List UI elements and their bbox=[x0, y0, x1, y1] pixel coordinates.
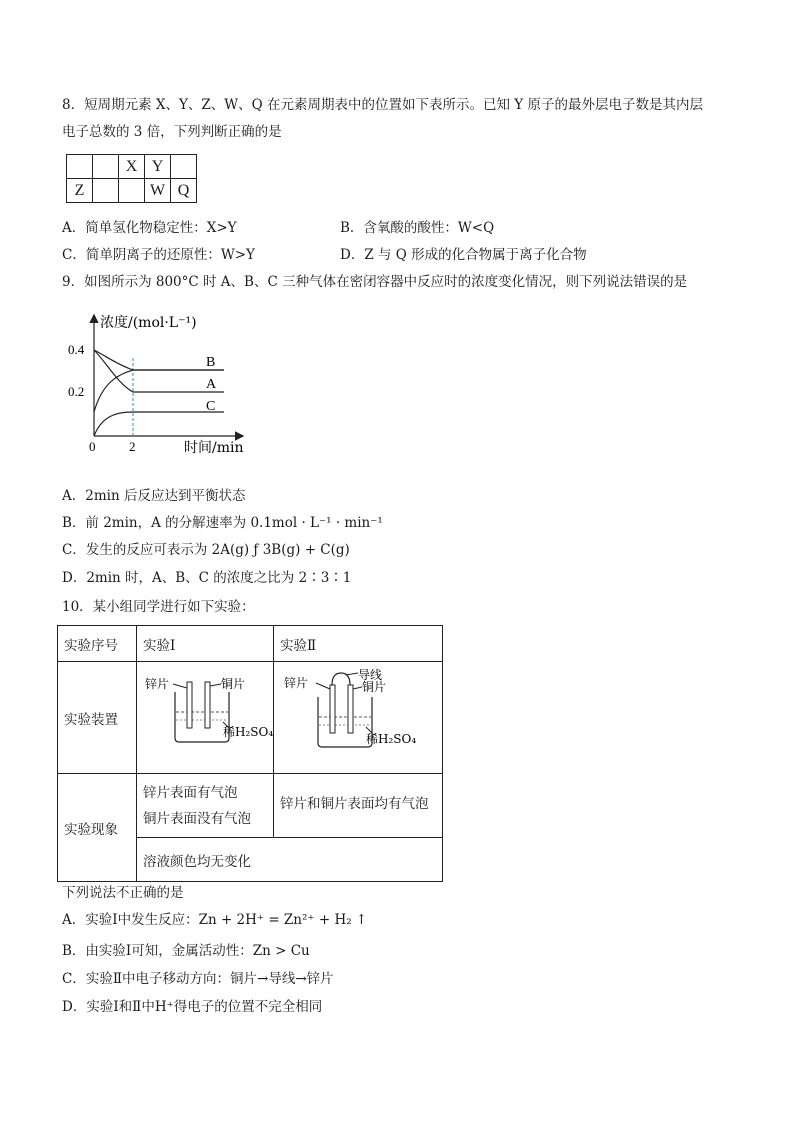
zinc-strip bbox=[187, 682, 192, 728]
header-exp2: 实验Ⅱ bbox=[274, 626, 443, 662]
pt-cell bbox=[93, 179, 119, 203]
label-wire: 导线 bbox=[358, 667, 383, 682]
beaker bbox=[318, 697, 372, 747]
phen-exp1-line1: 锌片表面有气泡 bbox=[143, 784, 238, 801]
experiment-table bbox=[57, 625, 443, 882]
phen-common-cell: 溶液颜色均无变化 bbox=[137, 838, 443, 882]
y-axis-label: 浓度/(mol·L⁻¹) bbox=[100, 315, 197, 331]
series-label-a: A bbox=[206, 377, 217, 392]
concentration-time-graph bbox=[60, 308, 260, 458]
cu-pointer bbox=[210, 684, 221, 686]
header-exp1: 实验Ⅰ bbox=[137, 626, 274, 662]
zn-pointer bbox=[173, 684, 187, 688]
phen-exp1-line2: 铜片表面没有气泡 bbox=[143, 810, 251, 827]
series-label-c: C bbox=[206, 399, 216, 414]
q9-option-d: D．2min 时，A、B、C 的浓度之比为 2∶3∶1 bbox=[62, 570, 352, 586]
label-cu: 铜片 bbox=[221, 676, 246, 691]
pt-cell bbox=[119, 179, 145, 203]
q10-option-b: B．由实验Ⅰ可知，金属活动性：Zn > Cu bbox=[62, 943, 310, 959]
label-zn: 锌片 bbox=[284, 675, 309, 690]
y-tick-0-4: 0.4 bbox=[68, 342, 85, 357]
phen-exp2-cell: 锌片和铜片表面均有气泡 bbox=[274, 774, 443, 838]
label-zn: 锌片 bbox=[145, 676, 170, 691]
device-exp2-cell bbox=[274, 662, 443, 774]
curve-b-rise bbox=[94, 370, 133, 412]
phen-exp1-cell bbox=[137, 774, 274, 838]
label-cu: 铜片 bbox=[362, 679, 387, 694]
device-exp1-cell bbox=[137, 662, 274, 774]
zn-pointer bbox=[316, 683, 330, 689]
series-label-b: B bbox=[206, 355, 216, 370]
q9-option-a: A．2min 后反应达到平衡状态 bbox=[62, 488, 246, 504]
header-seq: 实验序号 bbox=[58, 626, 137, 662]
wire-pointer bbox=[346, 673, 358, 675]
x-tick-2: 2 bbox=[129, 439, 136, 454]
y-tick-0-2: 0.2 bbox=[68, 384, 85, 399]
x-axis-label: 时间/min bbox=[184, 440, 244, 456]
q8-stem-line1: 8．短周期元素 X、Y、Z、W、Q 在元素周期表中的位置如下表所示。已知 Y 原子的最外层电子数是其内层 bbox=[62, 97, 704, 113]
periodic-table-fragment bbox=[66, 154, 197, 203]
label-acid: 稀H₂SO₄ bbox=[366, 731, 417, 746]
pt-cell-y: Y bbox=[145, 155, 171, 179]
curve-a-fall bbox=[94, 350, 224, 392]
pt-cell bbox=[171, 155, 197, 179]
q10-after-table: 下列说法不正确的是 bbox=[62, 885, 184, 901]
beaker bbox=[175, 692, 229, 742]
x-tick-0: 0 bbox=[89, 439, 96, 454]
curve-c bbox=[94, 412, 224, 436]
pt-cell bbox=[67, 155, 93, 179]
copper-strip bbox=[205, 682, 210, 728]
pt-cell-x: X bbox=[119, 155, 145, 179]
row-label-device: 实验装置 bbox=[58, 662, 137, 774]
q8-option-b: B．含氧酸的酸性：W<Q bbox=[340, 220, 495, 236]
q10-stem: 10．某小组同学进行如下实验： bbox=[62, 599, 255, 615]
pt-cell bbox=[93, 155, 119, 179]
zinc-strip bbox=[330, 685, 335, 733]
cu-pointer bbox=[353, 687, 362, 689]
q8-option-d: D．Z 与 Q 形成的化合物属于离子化合物 bbox=[340, 247, 587, 263]
q9-option-b: B．前 2min，A 的分解速率为 0.1mol · L⁻¹ · min⁻¹ bbox=[62, 515, 383, 531]
q8-stem-line2: 电子总数的 3 倍，下列判断正确的是 bbox=[62, 124, 282, 140]
beaker-diagram-exp2 bbox=[280, 667, 436, 761]
q9-option-c: C．发生的反应可表示为 2A(g) ƒ 3B(g) + C(g) bbox=[62, 542, 350, 558]
pt-cell-w: W bbox=[145, 179, 171, 203]
q10-option-d: D．实验Ⅰ和Ⅱ中H⁺得电子的位置不完全相同 bbox=[62, 999, 323, 1015]
label-acid: 稀H₂SO₄ bbox=[223, 724, 274, 739]
row-label-phenomenon: 实验现象 bbox=[58, 774, 137, 882]
pt-cell-q: Q bbox=[171, 179, 197, 203]
beaker-diagram-exp1 bbox=[143, 676, 274, 756]
q10-option-a: A．实验Ⅰ中发生反应：Zn + 2H⁺ = Zn²⁺ + H₂ ↑ bbox=[62, 912, 368, 928]
q8-option-a: A．简单氢化物稳定性：X>Y bbox=[62, 220, 237, 236]
pt-cell-z: Z bbox=[67, 179, 93, 203]
q9-stem: 9．如图所示为 800°C 时 A、B、C 三种气体在密闭容器中反应时的浓度变化情况，则下列说法错误的是 bbox=[62, 274, 688, 290]
q10-option-c: C．实验Ⅱ中电子移动方向：铜片→导线→锌片 bbox=[62, 971, 334, 987]
curve-a bbox=[94, 350, 224, 370]
q8-option-c: C．简单阴离子的还原性：W>Y bbox=[62, 247, 255, 263]
copper-strip bbox=[348, 685, 353, 733]
